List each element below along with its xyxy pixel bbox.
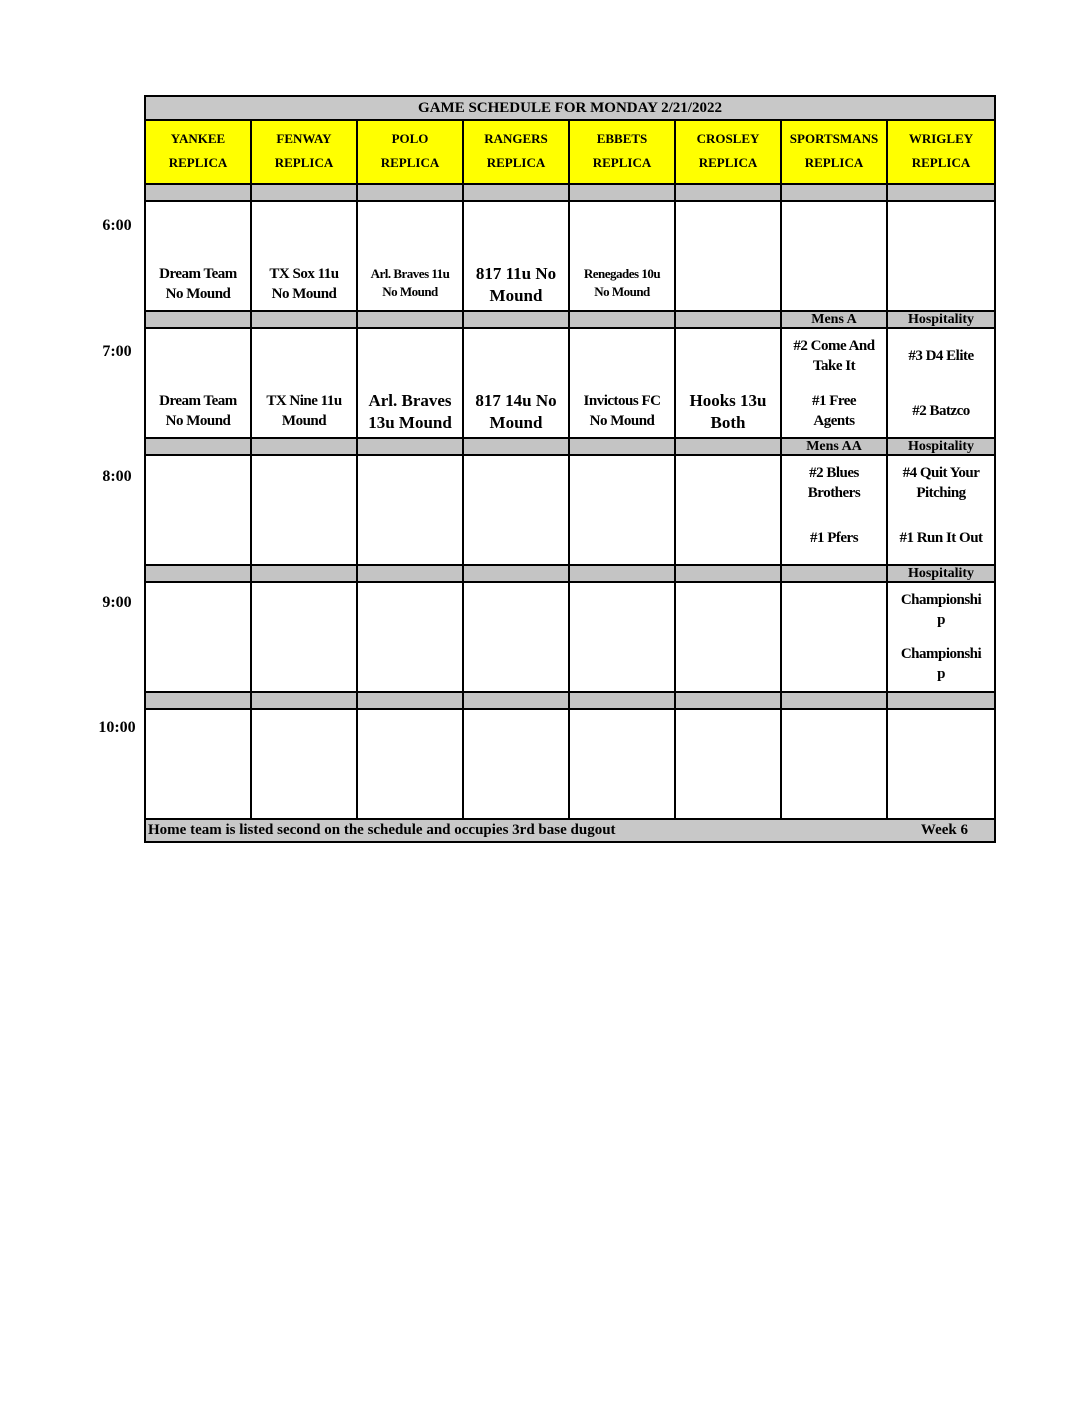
- game-cell: [888, 202, 994, 310]
- game-cell: [676, 202, 782, 310]
- game-cell: #4 Quit Your Pitching #1 Run It Out: [899, 465, 983, 546]
- field-header-fenway: FENWAY REPLICA: [252, 121, 358, 183]
- game-cell: [464, 710, 570, 818]
- time-label: 7:00: [102, 343, 132, 360]
- time-slot-row: [146, 329, 994, 439]
- game-cell: Championshi p Championshi p: [900, 592, 982, 682]
- division-row: [146, 566, 994, 583]
- field-header-sportsmans: SPORTSMANS REPLICA: [782, 121, 888, 183]
- game-cell: [464, 583, 570, 691]
- game-cell: Dream Team No Mound: [146, 329, 252, 437]
- game-cell: [464, 456, 570, 564]
- field-header-wrigley: WRIGLEY REPLICA: [888, 121, 994, 183]
- game-cell: #3 D4 Elite #2 Batzco: [908, 348, 974, 419]
- game-cell: [252, 456, 358, 564]
- game-cell: TX Sox 11u No Mound: [252, 202, 358, 310]
- field-header-yankee: YANKEE REPLICA: [146, 121, 252, 183]
- game-cell: [676, 710, 782, 818]
- game-cell: [358, 456, 464, 564]
- game-cell: Arl. Braves 13u Mound: [358, 329, 464, 437]
- game-cell: [146, 710, 252, 818]
- game-cell: [782, 202, 888, 310]
- game-cell: [782, 710, 888, 818]
- game-cell: #2 Come And Take It #1 Free Agents: [782, 329, 888, 437]
- game-cell: [888, 710, 994, 818]
- time-slot-row: [146, 202, 994, 312]
- time-label: 9:00: [102, 594, 132, 611]
- game-cell: 817 14u No Mound: [464, 329, 570, 437]
- game-cell: [570, 456, 676, 564]
- game-cell: TX Nine 11u Mound: [252, 329, 358, 437]
- game-cell: [146, 456, 252, 564]
- field-header-crosley: CROSLEY REPLICA: [676, 121, 782, 183]
- game-cell: [676, 583, 782, 691]
- game-cell: 817 11u No Mound: [464, 202, 570, 310]
- time-label: 8:00: [102, 468, 132, 485]
- game-cell: Arl. Braves 11u No Mound: [358, 202, 464, 310]
- game-cell: [570, 710, 676, 818]
- division-row: [146, 312, 994, 329]
- game-cell: [676, 456, 782, 564]
- game-cell: [358, 583, 464, 691]
- field-header-rangers: RANGERS REPLICA: [464, 121, 570, 183]
- game-cell: [252, 710, 358, 818]
- schedule-title: GAME SCHEDULE FOR MONDAY 2/21/2022: [146, 97, 994, 121]
- game-cell: Invictous FC No Mound: [570, 329, 676, 437]
- schedule-footer: [146, 820, 994, 841]
- game-cell: [252, 583, 358, 691]
- time-column: [0, 0, 145, 830]
- game-cell: [146, 583, 252, 691]
- division-row: [146, 439, 994, 456]
- field-header-row: [146, 121, 994, 185]
- division-label: Mens A: [782, 312, 888, 327]
- field-header-polo: POLO REPLICA: [358, 121, 464, 183]
- game-cell: [358, 710, 464, 818]
- time-slot-row: [146, 583, 994, 693]
- time-label: 10:00: [98, 719, 136, 736]
- division-label: Hospitality: [888, 439, 994, 454]
- time-label: 6:00: [102, 217, 132, 234]
- game-cell: Renegades 10u No Mound: [570, 202, 676, 310]
- game-cell: #2 Blues Brothers #1 Pfers: [782, 456, 888, 564]
- time-slot-row: [146, 456, 994, 566]
- division-label: Hospitality: [888, 566, 994, 581]
- schedule-table: [144, 95, 996, 843]
- division-label: Hospitality: [888, 312, 994, 327]
- division-row: [146, 693, 994, 710]
- game-cell: [570, 583, 676, 691]
- game-cell: Dream Team No Mound: [146, 202, 252, 310]
- division-label: Mens AA: [782, 439, 888, 454]
- time-slot-row: [146, 710, 994, 820]
- division-row: [146, 185, 994, 202]
- field-header-ebbets: EBBETS REPLICA: [570, 121, 676, 183]
- week-label: Week 6: [920, 822, 968, 838]
- home-team-note: Home team is listed second on the schedule and occupies 3rd base dugout: [148, 822, 616, 838]
- game-cell: Hooks 13u Both: [676, 329, 782, 437]
- game-cell: [782, 583, 888, 691]
